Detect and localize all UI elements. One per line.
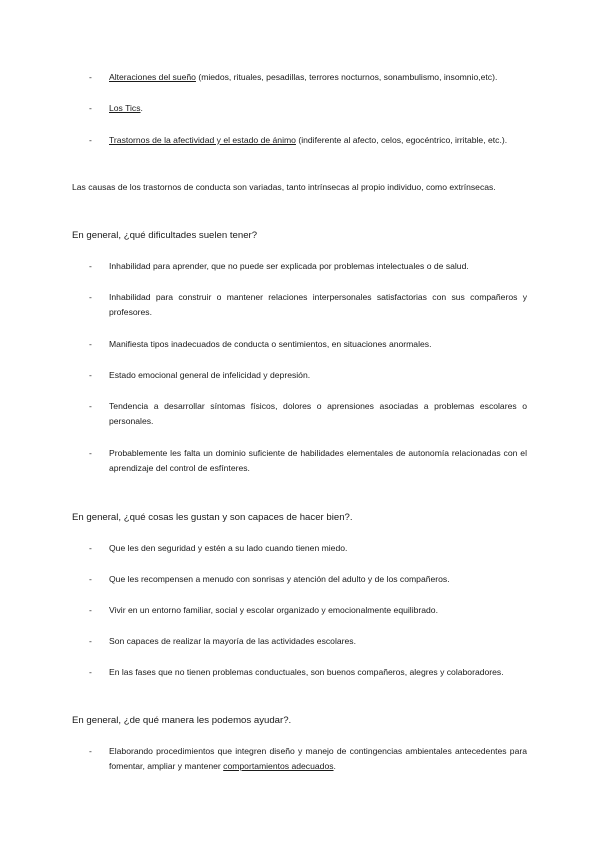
list-item-text: Manifiesta tipos inadecuados de conducta o sentimientos, en situaciones anormales. (109, 339, 432, 349)
bullet-dash: - (89, 574, 92, 584)
list-item-text: Vivir en un entorno familiar, social y escolar organizado y emocionalmente equilibrado. (109, 605, 438, 615)
bullet-dash: - (89, 543, 92, 553)
link-comportamientos-adecuados[interactable]: comportamientos adecuados (223, 761, 334, 771)
list-item-text: Elaborando procedimientos que integren diseño y manejo de contingencias ambientales antecedentes para fomentar, ampliar y mantener comportamientos adecuados. (109, 746, 527, 771)
bullet-dash: - (89, 401, 92, 411)
list-item-text: Los Tics. (109, 103, 143, 113)
link-alteraciones-sueno[interactable]: Alteraciones del sueño (109, 72, 196, 82)
bullet-dash: - (89, 292, 92, 302)
section-heading-likes: En general, ¿qué cosas les gustan y son capaces de hacer bien?. (72, 512, 353, 523)
section-heading-help: En general, ¿de qué manera les podemos ayudar?. (72, 715, 292, 726)
bullet-dash: - (89, 667, 92, 677)
bullet-dash: - (89, 605, 92, 615)
bullet-dash: - (89, 261, 92, 271)
list-item-text: Que les recompensen a menudo con sonrisas y atención del adulto y de los compañeros. (109, 574, 450, 584)
list-item-text: Inhabilidad para aprender, que no puede ser explicada por problemas intelectuales o de salud. (109, 261, 469, 271)
bullet-dash: - (89, 370, 92, 380)
link-trastornos-afectividad[interactable]: Trastornos de la afectividad y el estado de ánimo (109, 135, 296, 145)
bullet-dash: - (89, 72, 92, 82)
list-item-text: Tendencia a desarrollar síntomas físicos, dolores o aprensiones asociadas a problemas escolares o personales. (109, 401, 527, 426)
causes-paragraph: Las causas de los trastornos de conducta son variadas, tanto intrínsecas al propio individuo, como extrínsecas. (72, 182, 496, 192)
list-item-text: Trastornos de la afectividad y el estado de ánimo (indiferente al afecto, celos, egocéntrico, irritable, etc.). (109, 135, 508, 145)
list-item-text: Alteraciones del sueño (miedos, rituales, pesadillas, terrores nocturnos, sonambulismo, insomnio,etc). (109, 72, 498, 82)
bullet-dash: - (89, 448, 92, 458)
bullet-dash: - (89, 746, 92, 756)
list-item-text: Inhabilidad para construir o mantener relaciones interpersonales satisfactorias con sus compañeros y profesores. (109, 292, 527, 317)
link-los-tics[interactable]: Los Tics (109, 103, 141, 113)
bullet-dash: - (89, 339, 92, 349)
list-item-text: Estado emocional general de infelicidad y depresión. (109, 370, 311, 380)
list-item-text: Que les den seguridad y estén a su lado cuando tienen miedo. (109, 543, 348, 553)
bullet-dash: - (89, 103, 92, 113)
list-item-text: En las fases que no tienen problemas conductuales, son buenos compañeros, alegres y colaboradores. (109, 667, 504, 677)
list-item-text: Probablemente les falta un dominio suficiente de habilidades elementales de autonomía relacionadas con el aprendizaje del control de esfínteres. (109, 448, 527, 473)
bullet-dash: - (89, 135, 92, 145)
section-heading-difficulties: En general, ¿qué dificultades suelen tener? (72, 230, 258, 241)
list-item-text: Son capaces de realizar la mayoría de las actividades escolares. (109, 636, 356, 646)
bullet-dash: - (89, 636, 92, 646)
